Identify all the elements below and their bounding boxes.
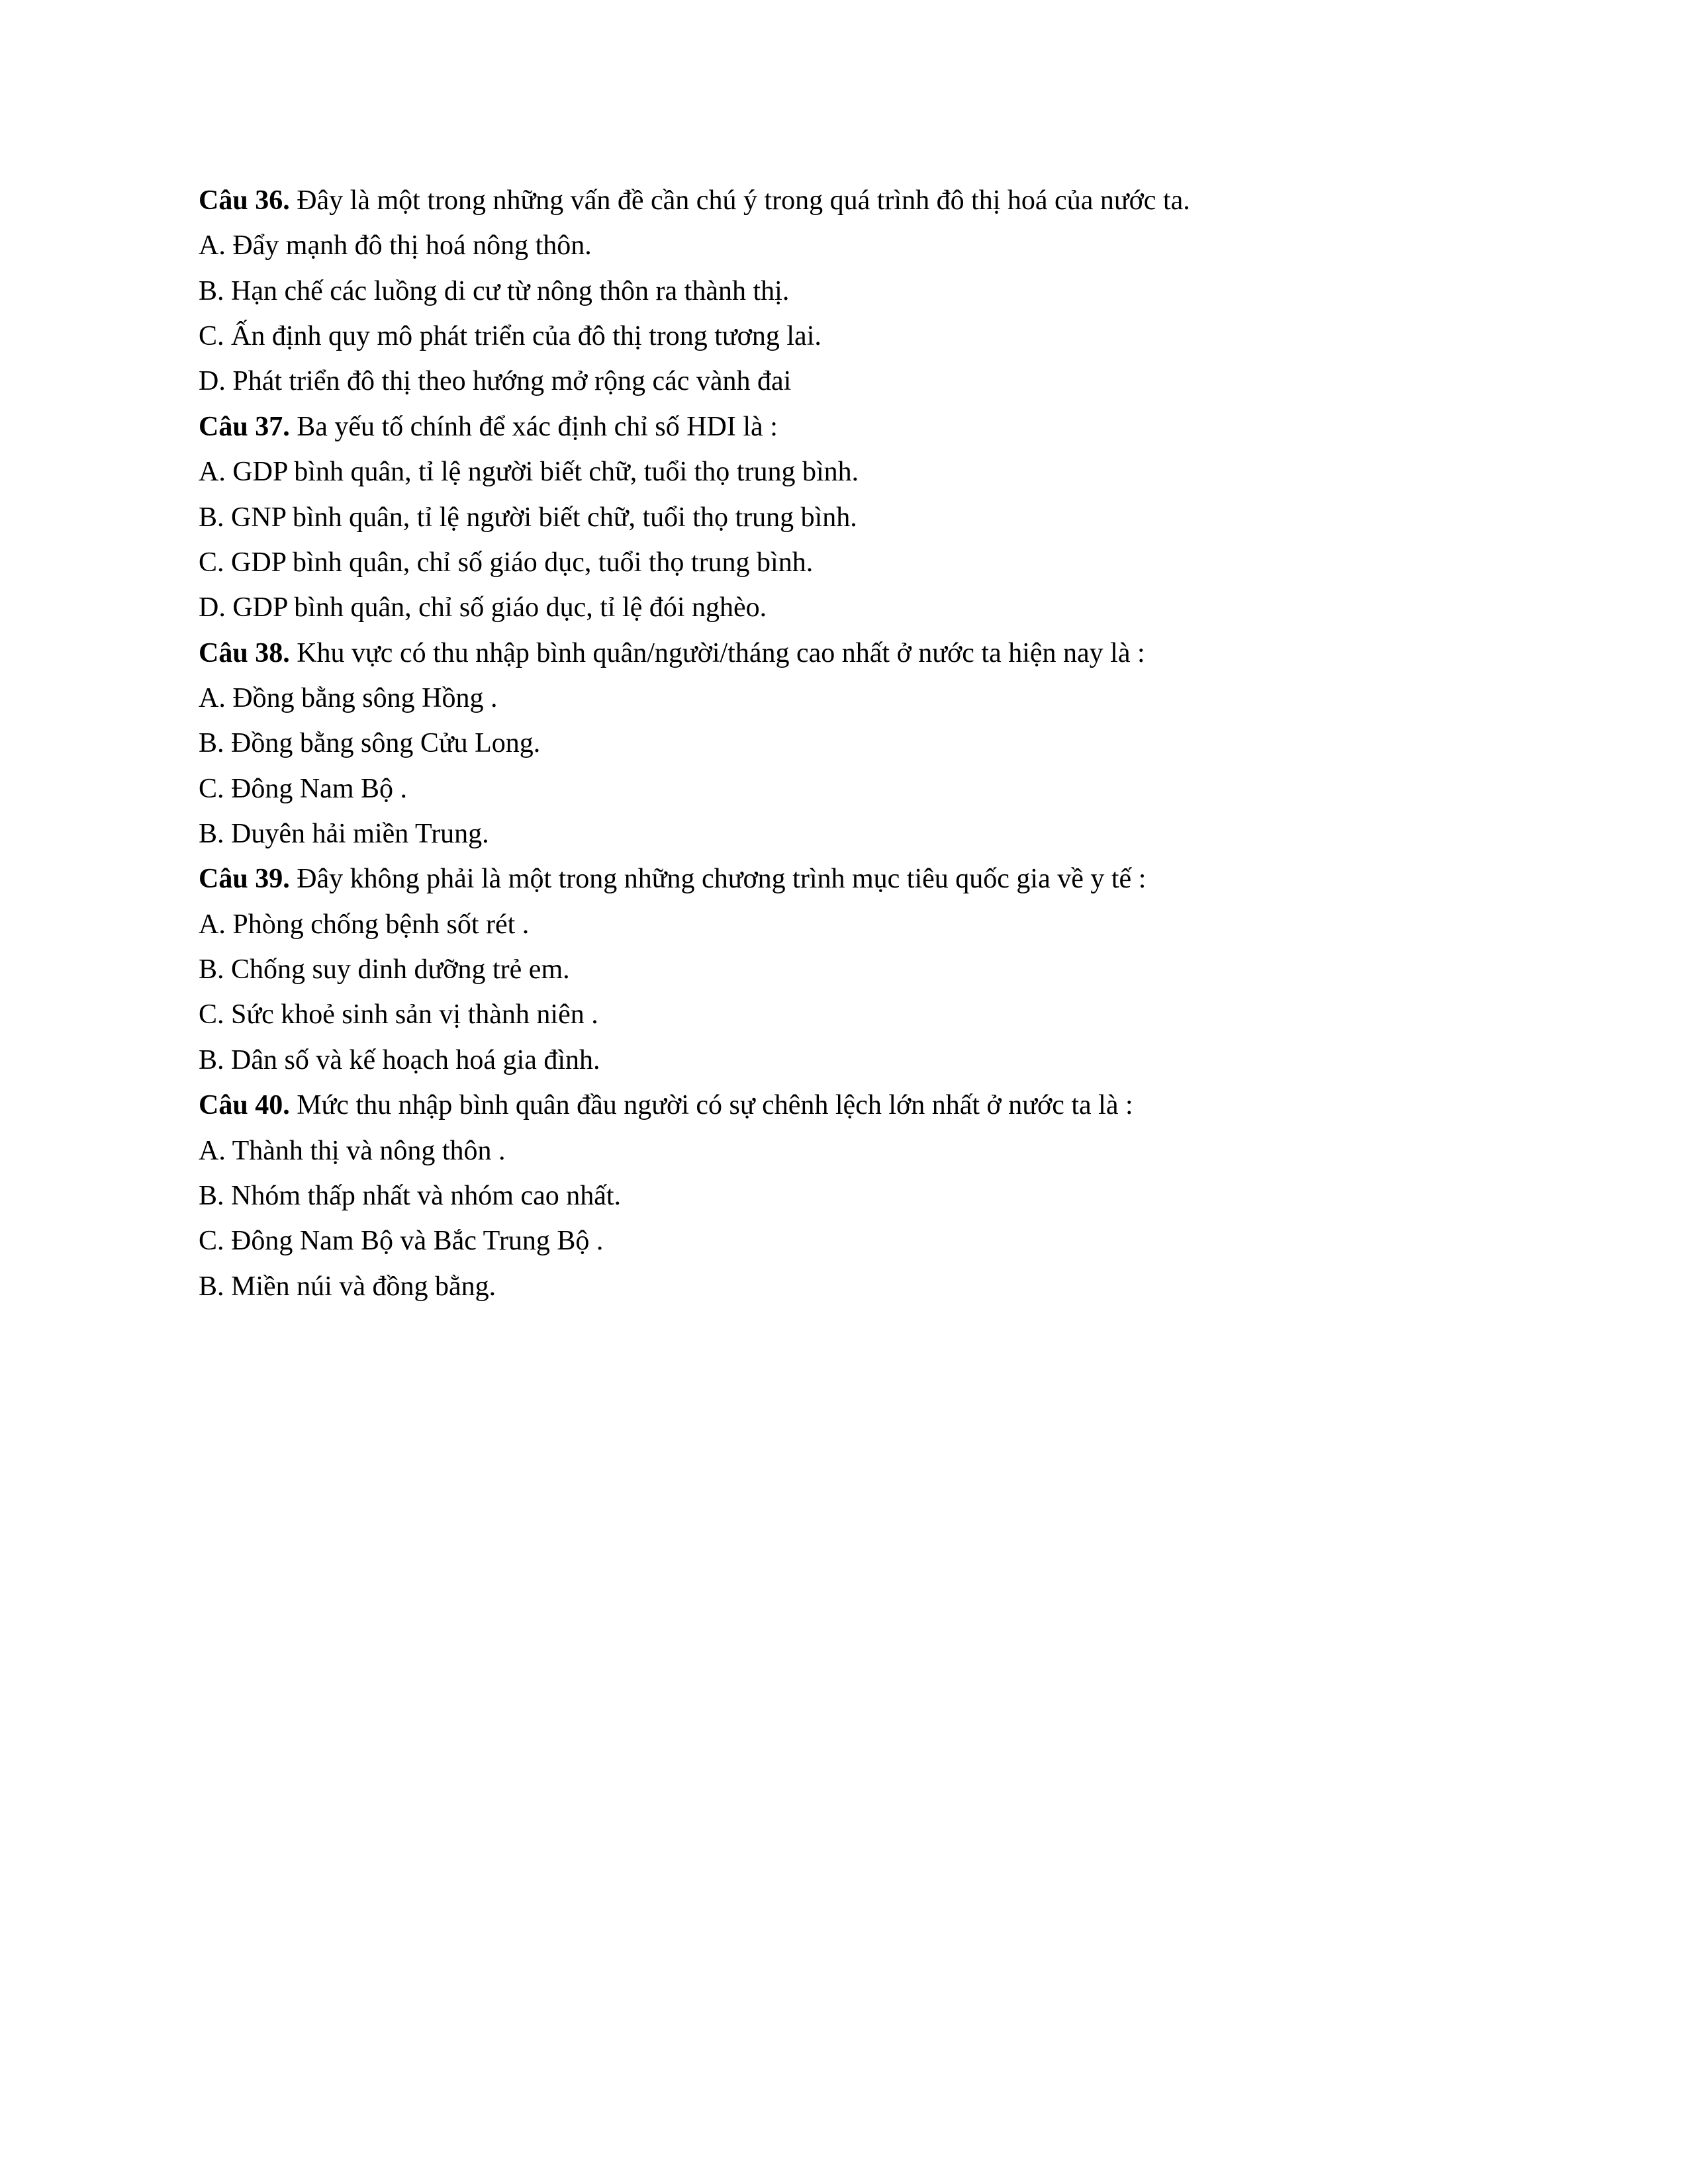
question-stem: [199, 405, 1489, 449]
answer-option-b[interactable]: B. Hạn chế các luồng di cư từ nông thôn ra thành thị.: [199, 275, 790, 306]
question-block: [199, 1083, 1489, 1308]
question-label: Câu 37.: [199, 411, 290, 442]
question-block: [199, 405, 1489, 630]
question-stem-text: Ba yếu tố chính để xác định chỉ số HDI là :: [289, 411, 778, 442]
answer-option-d[interactable]: B. Duyên hải miền Trung.: [199, 819, 489, 850]
question-block: [199, 857, 1489, 1082]
answer-option-c[interactable]: C. GDP bình quân, chỉ số giáo dục, tuổi thọ trung bình.: [199, 547, 814, 578]
answer-option-d[interactable]: B. Dân số và kế hoạch hoá gia đình.: [199, 1044, 600, 1075]
answer-option-a[interactable]: A. GDP bình quân, tỉ lệ người biết chữ, tuổi thọ trung bình.: [199, 457, 859, 488]
question-label: Câu 40.: [199, 1090, 290, 1121]
answer-option-b[interactable]: B. Nhóm thấp nhất và nhóm cao nhất.: [199, 1180, 622, 1211]
question-stem-text: Đây là một trong những vấn đề cần chú ý trong quá trình đô thị hoá của nước ta.: [289, 185, 1190, 216]
question-label: Câu 36.: [199, 185, 290, 216]
answer-option-a[interactable]: A. Đồng bằng sông Hồng .: [199, 682, 498, 713]
answer-option-d[interactable]: D. Phát triển đô thị theo hướng mở rộng các vành đai: [199, 366, 792, 397]
question-label: Câu 39.: [199, 864, 290, 895]
answer-option-c[interactable]: C. Sức khoẻ sinh sản vị thành niên .: [199, 999, 598, 1030]
question-stem: [199, 631, 1489, 675]
question-list: [199, 179, 1489, 1308]
question-stem-text: Đây không phải là một trong những chương trình mục tiêu quốc gia về y tế :: [289, 864, 1147, 895]
answer-option-c[interactable]: C. Đông Nam Bộ .: [199, 773, 407, 804]
question-stem: [199, 179, 1489, 222]
question-block: [199, 179, 1489, 404]
question-block: [199, 631, 1489, 856]
answer-option-b[interactable]: B. GNP bình quân, tỉ lệ người biết chữ, tuổi thọ trung bình.: [199, 502, 857, 533]
question-stem: [199, 1083, 1489, 1127]
answer-option-a[interactable]: A. Thành thị và nông thôn .: [199, 1135, 506, 1166]
answer-option-a[interactable]: A. Phòng chống bệnh sốt rét .: [199, 909, 530, 940]
answer-option-d[interactable]: D. GDP bình quân, chỉ số giáo dục, tỉ lệ đói nghèo.: [199, 592, 767, 623]
answer-option-c[interactable]: C. Đông Nam Bộ và Bắc Trung Bộ .: [199, 1226, 604, 1257]
answer-option-c[interactable]: C. Ấn định quy mô phát triển của đô thị trong tương lai.: [199, 321, 821, 352]
question-stem-text: Mức thu nhập bình quân đầu người có sự chênh lệch lớn nhất ở nước ta là :: [289, 1090, 1133, 1121]
answer-option-b[interactable]: B. Đồng bằng sông Cửu Long.: [199, 728, 541, 759]
question-label: Câu 38.: [199, 637, 290, 668]
answer-option-a[interactable]: A. Đẩy mạnh đô thị hoá nông thôn.: [199, 230, 592, 261]
answer-option-b[interactable]: B. Chống suy dinh dưỡng trẻ em.: [199, 954, 570, 985]
question-stem-text: Khu vực có thu nhập bình quân/người/tháng cao nhất ở nước ta hiện nay là :: [289, 637, 1145, 668]
question-stem: [199, 857, 1489, 901]
answer-option-d[interactable]: B. Miền núi và đồng bằng.: [199, 1271, 496, 1302]
